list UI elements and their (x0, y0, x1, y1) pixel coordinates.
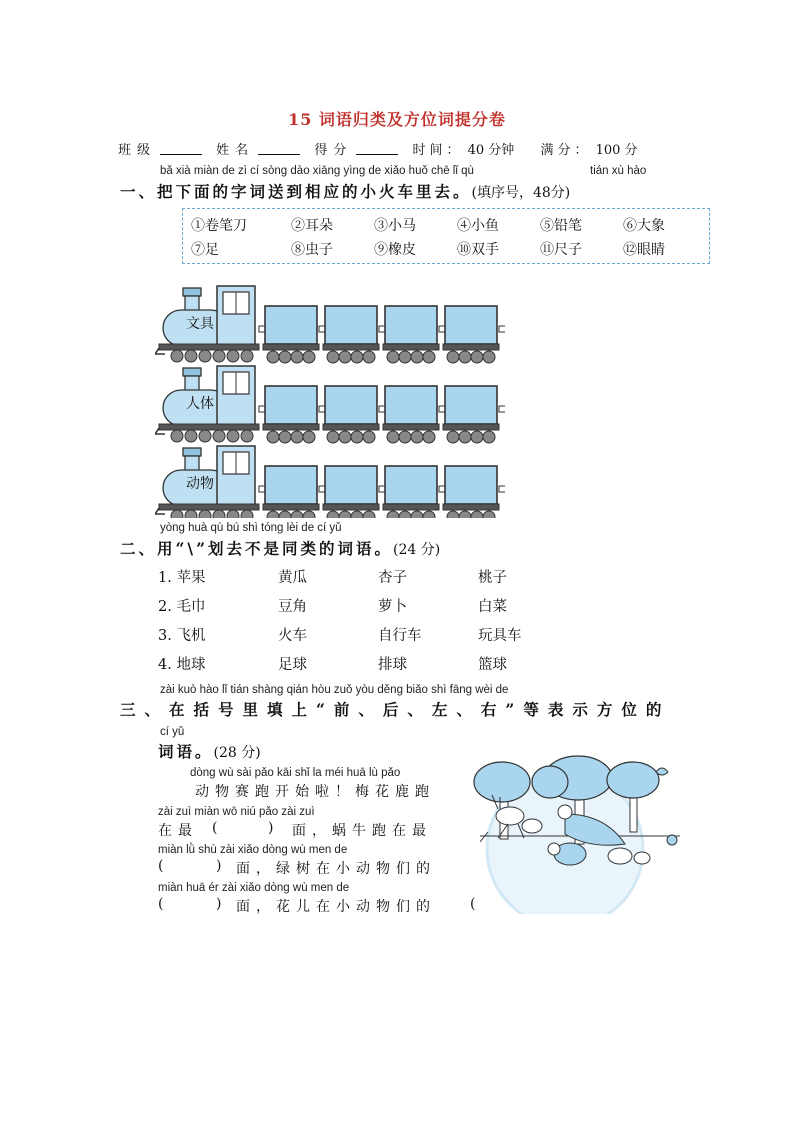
page-title: 15 词语归类及方位词提分卷 (288, 110, 506, 129)
q1-pinyin-note: tián xù hào (590, 165, 647, 177)
word-item: ⑫眼睛 (623, 242, 665, 258)
full-label: 满分： (540, 143, 592, 158)
sentence-pinyin: miàn lǜ shù zài xiǎo dòng wù men de (158, 844, 348, 856)
list-item: 白菜 (478, 599, 507, 615)
list-item: 排球 (378, 657, 407, 673)
word-item: ⑥大象 (623, 218, 665, 234)
score-blank[interactable] (356, 142, 398, 155)
q1-note: (填序号，48分) (471, 185, 571, 201)
q1-heading (120, 180, 570, 202)
sentence-pinyin: zài zuì miàn wō niú pǎo zài zuì (158, 806, 315, 818)
paren-close: ) (268, 820, 274, 836)
list-item: 1. 苹果 (158, 570, 206, 586)
list-item: 足球 (278, 657, 307, 673)
paren-open: ( (470, 896, 476, 912)
word-item: ⑩双手 (457, 242, 499, 258)
q2-note: (24 分) (393, 542, 441, 558)
q1-pinyin: bǎ xià miàn de zì cí sòng dào xiāng yìng de xiǎo huǒ chē lǐ qù (160, 165, 474, 177)
score-label: 得分 (314, 143, 353, 158)
sentence-text: 动物赛跑开始啦！梅花鹿跑 (195, 784, 435, 800)
list-item: 豆角 (278, 599, 307, 615)
q2-pinyin: yòng huà qù bú shì tóng lèi de cí yǔ (160, 522, 342, 534)
list-item: 火车 (278, 628, 307, 644)
list-item: 萝卜 (378, 599, 407, 615)
q2-text: 二、用“\”划去不是同类的词语。 (120, 539, 393, 558)
word-item: ⑪尺子 (540, 242, 582, 258)
word-item: ⑦足 (191, 242, 219, 258)
q3-heading-b (158, 740, 261, 762)
class-blank[interactable] (160, 142, 202, 155)
sentence-pinyin: miàn huā ér zài xiǎo dòng wù men de (158, 882, 350, 894)
q3-text-b: 词语。 (158, 742, 214, 761)
word-item: ②耳朵 (291, 218, 333, 234)
name-label: 姓名 (216, 143, 255, 158)
time-value: 40 分钟 (467, 143, 515, 158)
sentence-pinyin: dòng wù sài pǎo kāi shǐ la méi huā lù pǎo (190, 767, 401, 779)
header-info (118, 139, 638, 158)
list-item: 玩具车 (478, 628, 522, 644)
list-item: 自行车 (378, 628, 422, 644)
q3-pinyin: zài kuò hào lǐ tián shàng qián hòu zuǒ yòu děng biǎo shì fāng wèi de (160, 684, 509, 696)
word-item: ④小鱼 (457, 218, 499, 234)
q3-pinyin-b: cí yǔ (160, 726, 185, 738)
sentence-text: 面，绿树在小动物们的 (236, 861, 436, 877)
paren-open: ( (158, 858, 164, 874)
class-label: 班级 (118, 143, 157, 158)
name-blank[interactable] (258, 142, 300, 155)
list-item: 3. 飞机 (158, 628, 206, 644)
q3-note: (28 分) (213, 745, 261, 761)
list-item: 桃子 (478, 570, 507, 586)
q2-heading (120, 537, 440, 559)
sentence-text: 面，蜗牛跑在最 (292, 823, 432, 839)
list-item: 2. 毛巾 (158, 599, 206, 615)
sentence-text: 面，花儿在小动物们的 (236, 899, 436, 915)
train-label: 文具 (186, 316, 214, 332)
word-box (182, 208, 710, 264)
train-label: 人体 (186, 396, 214, 412)
time-label: 时间： (412, 143, 464, 158)
paren-open: ( (212, 820, 218, 836)
race-scene-illustration (470, 754, 685, 914)
sentence-text: 在最 (158, 823, 198, 839)
list-item: 黄瓜 (278, 570, 307, 586)
word-item: ⑤铅笔 (540, 218, 582, 234)
paren-close: ) (216, 896, 222, 912)
list-item: 4. 地球 (158, 657, 206, 673)
word-item: ③小马 (374, 218, 416, 234)
list-item: 篮球 (478, 657, 507, 673)
answer-blank[interactable] (166, 898, 208, 914)
word-item: ⑧虫子 (291, 242, 333, 258)
answer-blank[interactable] (220, 822, 262, 838)
word-item: ①卷笔刀 (191, 218, 247, 234)
q1-text: 一、把下面的字词送到相应的小火车里去。 (120, 182, 472, 201)
word-item: ⑨橡皮 (374, 242, 416, 258)
list-item: 杏子 (378, 570, 407, 586)
answer-blank[interactable] (166, 860, 208, 876)
full-value: 100 分 (595, 143, 638, 158)
paren-close: ) (216, 858, 222, 874)
q3-heading: 三、在括号里填上“前、后、左、右”等表示方位的 (120, 700, 671, 719)
train-label: 动物 (186, 476, 214, 492)
paren-open: ( (158, 896, 164, 912)
